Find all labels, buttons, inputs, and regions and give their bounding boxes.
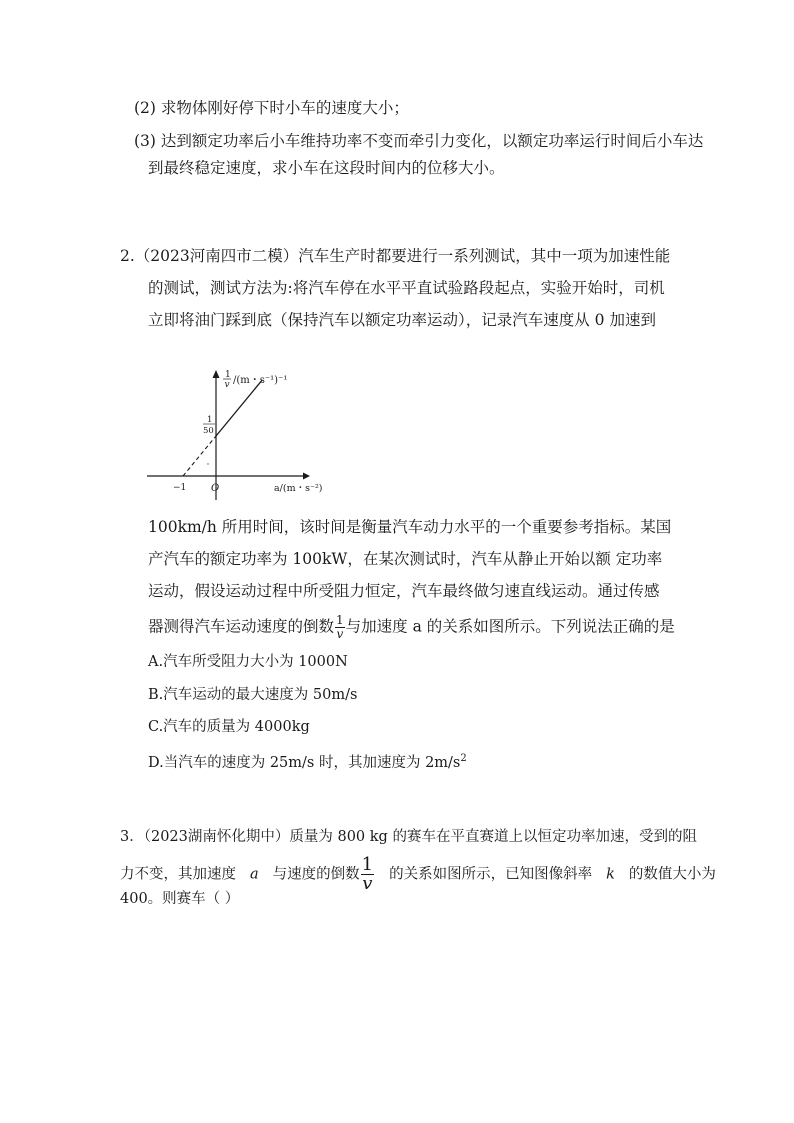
q3-line2-pre: 力不变，其加速度 [120, 866, 236, 883]
x-axis-label: a/(m・s⁻²) [274, 483, 323, 494]
q3-symbol-a: a [250, 866, 259, 883]
scan-dot [207, 463, 208, 464]
q2-line6: 运动，假设运动过程中所受阻力恒定，汽车最终做匀速直线运动。通过传感 [148, 582, 660, 600]
q2-line7-pre: 器测得汽车运动速度的倒数 [148, 617, 335, 636]
q3-frac-1-over-v: $\frac{1}{v}$ [361, 854, 374, 894]
y-label-frac-den: v [224, 380, 230, 390]
q2-line3: 立即将油门踩到底（保持汽车以额定功率运动），记录汽车速度从 0 加速到 [148, 311, 656, 329]
q1-part3-line2: 到最终稳定速度，求小车在这段时间内的位移大小。 [148, 159, 505, 177]
y-intercept-den: 50 [203, 426, 214, 436]
option-d-text: D.当汽车的速度为 25m/s 时，其加速度为 2m/s [148, 754, 461, 771]
option-b: B.汽车运动的最大速度为 50m/s [148, 687, 358, 703]
solid-data-line [216, 380, 262, 436]
y-axis-arrow [213, 370, 220, 378]
q1-part3-line1: (3) 达到额定功率后小车维持功率不变而牵引力变化，以额定功率运行时间后小车达 [134, 132, 704, 150]
q3-line1: 3．（2023湖南怀化期中）质量为 800 kg 的赛车在平直赛道上以恒定功率加速，受到的阻 [120, 829, 697, 845]
y-label-frac-num: 1 [225, 370, 231, 380]
graph-inverse-velocity-vs-acceleration [145, 368, 345, 503]
q3-line3: 400。则赛车（ ） [120, 891, 240, 907]
option-a: A.汽车所受阻力大小为 1000N [148, 654, 348, 670]
q2-line7 [148, 614, 675, 641]
x-axis-arrow [303, 473, 310, 480]
q2-line7-post: 与加速度 a 的关系如图所示。下列说法正确的是 [345, 617, 675, 636]
q3-line2-end: 的数值大小为 [628, 866, 716, 883]
q3-symbol-k: k [606, 866, 615, 883]
q1-part2: (2) 求物体刚好停下时小车的速度大小； [134, 99, 409, 117]
y-axis-unit: /(m・s⁻¹)⁻¹ [233, 375, 288, 386]
origin-label: O [211, 483, 220, 494]
y-intercept-num: 1 [207, 415, 213, 425]
q2-line4: 100km/h 所用时间，该时间是衡量汽车动力水平的一个重要参考指标。某国 [148, 518, 672, 536]
option-d [148, 748, 467, 774]
option-d-sup: 2 [460, 753, 467, 764]
x-intercept-label: −1 [173, 483, 187, 493]
inline-frac-1-over-v: $\frac{1}{v}$ [336, 613, 344, 641]
q2-line2: 的测试，测试方法为:将汽车停在水平平直试验路段起点，实验开始时，司机 [148, 279, 665, 297]
q3-line2-post: 的关系如图所示，已知图像斜率 [389, 866, 593, 883]
option-c: C.汽车的质量为 4000kg [148, 719, 310, 735]
q2-line1: 2.（2023河南四市二模）汽车生产时都要进行一系列测试，其中一项为加速性能 [120, 247, 671, 265]
dashed-extrapolation-line [183, 436, 216, 476]
q3-line2-mid: 与速度的倒数 [272, 866, 360, 883]
q2-line5: 产汽车的额定功率为 100kW，在某次测试时，汽车从静止开始以额 定功率 [148, 550, 663, 568]
